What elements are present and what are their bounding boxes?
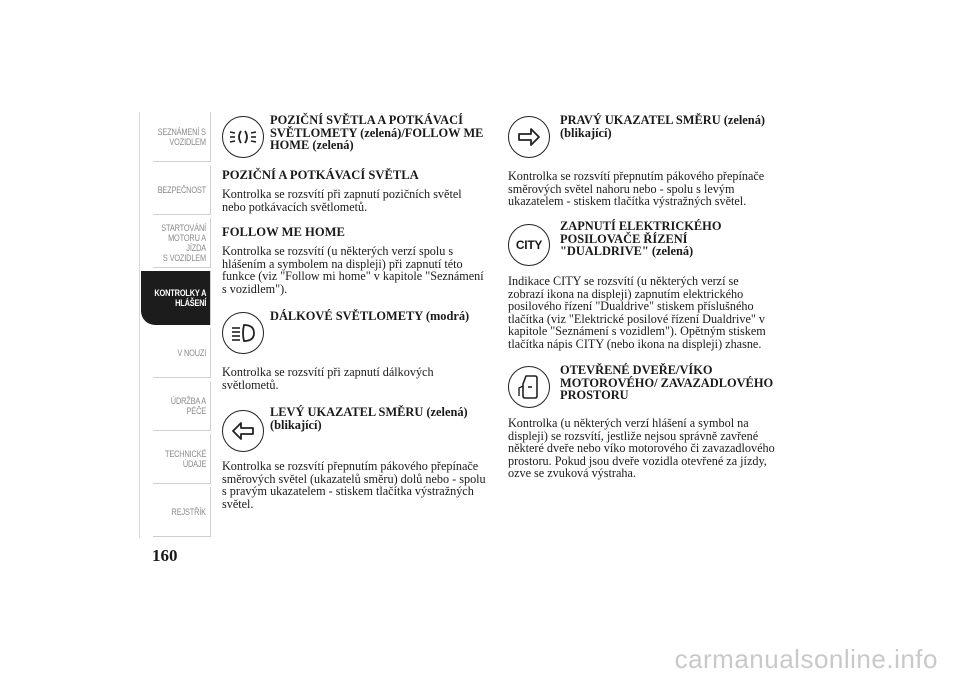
tab-label: TECHNICKÉ ÚDAJE [164, 449, 206, 469]
right-turn-text: Kontrolka se rozsvítí přepnutím pákového přepínače směrových světel nahoru nebo - spolu s levým ukazatelem - stiskem tlačítka výstražných světel. [508, 169, 765, 209]
tab-label: KONTROLKY A HLÁŠENÍ [154, 288, 206, 308]
tab-rejstrik[interactable] [141, 487, 211, 537]
tab-kontrolky[interactable] [141, 271, 211, 325]
tab-label: REJSTŘÍK [171, 507, 206, 517]
left-arrow-icon [222, 410, 264, 452]
sidebar-divider [139, 112, 140, 538]
right-turn-title: PRAVÝ UKAZATEL SMĚRU (zelená) (blikající) [560, 113, 766, 140]
tab-seznameni[interactable] [141, 112, 211, 162]
follow-me-home-text: Kontrolka se rozsvítí (u některých verzí spolu s hlášením a symbolem na displeji) při zapnutí této funkce (viz "Follow mi home" v kapitole "Seznámení s vozidlem"). [222, 244, 484, 296]
tab-label: ÚDRŽBA A PÉČE [170, 396, 206, 416]
watermark: carmanualsonline.info [674, 644, 938, 674]
city-text: Indikace CITY se rozsvítí (u některých verzí se zobrazí ikona na displeji) zapnutím elektrického posilového řízení "Dualdrive" stiskem příslušného tlačítka (viz "Elektrické posilové řízení Dualdrive" v kapitole "Seznámení s vozidlem"). Opětným stiskem tlačítka nápis CITY (nebo ikona na displeji) zhasne. [508, 274, 766, 351]
tab-label: BEZPEČNOST [157, 185, 206, 195]
doors-text: Kontrolka (u některých verzí hlášení a symbol na displeji) se rozsvítí, jestliže nejsou správně zavřené některé dveře nebo víko motorového či zavazadlového prostoru. Pokud jsou dveře vozidla otevřené za jízdy, ozve se zvuková výstraha. [508, 416, 775, 481]
tab-label: SEZNÁMENÍ S VOZIDLEM [157, 127, 206, 147]
tab-v-nouzi[interactable] [141, 328, 211, 378]
left-turn-text: Kontrolka se rozsvítí přepnutím pákového přepínače směrových světel (ukazatelů směru) dolů nebo - spolu s pravým ukazatelem - stiskem tlačítka výstražných světel. [222, 459, 486, 511]
tab-label: V NOUZI [177, 348, 206, 358]
chapter-sidebar [141, 112, 211, 540]
tab-bezpecnost[interactable] [141, 165, 211, 215]
page-number: 160 [152, 546, 178, 565]
position-lights-icon [222, 116, 264, 158]
right-arrow-icon [508, 116, 550, 158]
tab-startovani[interactable] [141, 218, 211, 268]
high-beam-text: Kontrolka se rozsvítí při zapnutí dálkových světlometů. [222, 365, 434, 392]
high-beam-title: DÁLKOVÉ SVĚTLOMETY (modrá) [270, 309, 470, 323]
high-beam-icon [222, 312, 264, 354]
tab-label: STARTOVÁNÍ MOTORU A JÍZDA S VOZIDLEM [161, 223, 206, 263]
tab-technicke[interactable] [141, 434, 211, 484]
tab-udrzba[interactable] [141, 381, 211, 431]
left-turn-title: LEVÝ UKAZATEL SMĚRU (zelená) (blikající) [270, 405, 468, 432]
doors-title: OTEVŘENÉ DVEŘE/VÍKO MOTOROVÉHO/ ZAVAZADLOVÉHO PROSTORU [560, 363, 774, 402]
position-lights-title: POZIČNÍ SVĚTLA A POTKÁVACÍ SVĚTLOMETY (zelená)/FOLLOW ME HOME (zelená) [270, 113, 484, 152]
follow-me-home-subtitle: FOLLOW ME HOME [222, 225, 345, 239]
city-title: ZAPNUTÍ ELEKTRICKÉHO POSILOVAČE ŘÍZENÍ "DUALDRIVE" (zelená) [560, 219, 722, 258]
position-lights-subtitle: POZIČNÍ A POTKÁVACÍ SVĚTLA [222, 168, 419, 182]
open-door-icon [508, 366, 550, 408]
city-icon-text: CITY [515, 238, 543, 252]
city-icon [508, 224, 550, 266]
position-lights-text: Kontrolka se rozsvítí při zapnutí pozičních světel nebo potkávacích světlometů. [222, 187, 462, 214]
